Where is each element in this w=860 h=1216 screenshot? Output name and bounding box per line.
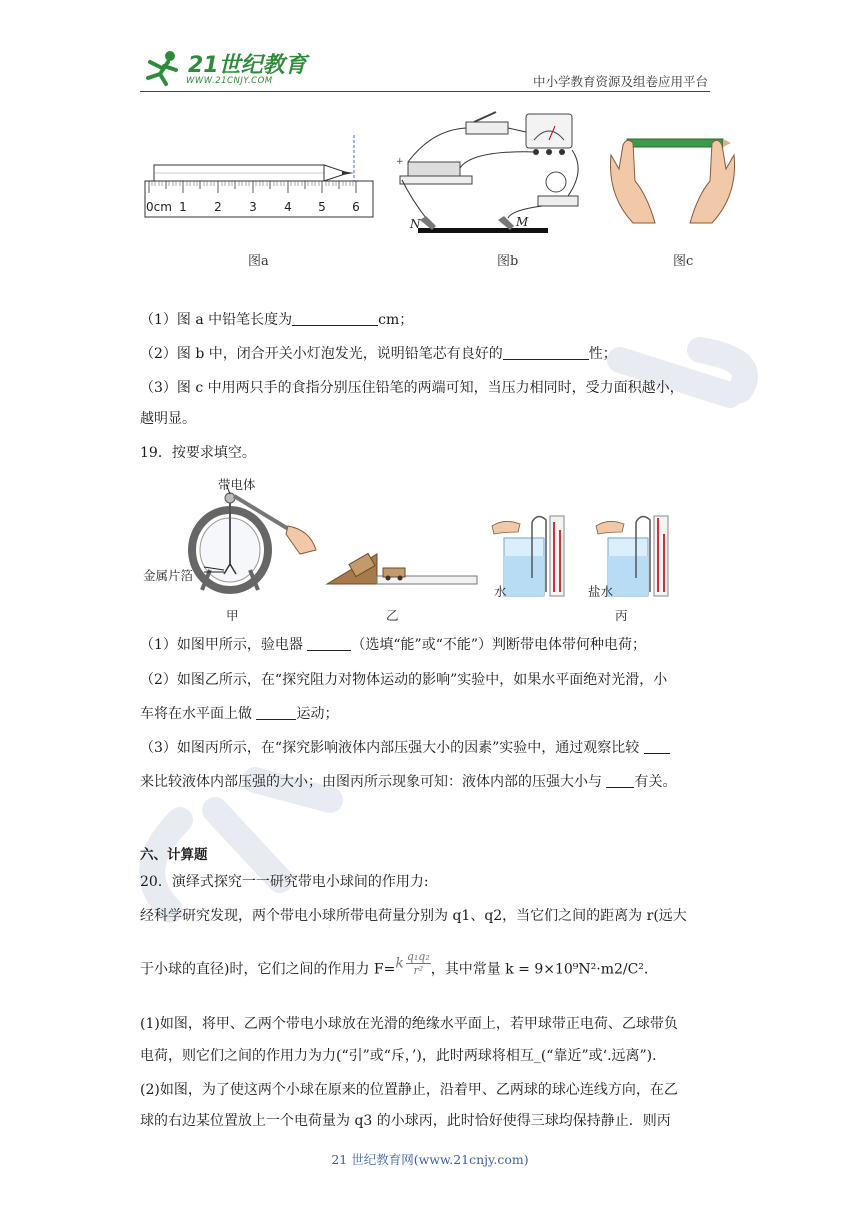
- clip-n-label: N: [410, 217, 421, 231]
- header-tagline: 中小学教育资源及组卷应用平台: [532, 74, 708, 89]
- q20-line-1: 经科学研究发现，两个带电小球所带电荷量分别为 q1、q2，当它们之间的距离为 r(远大: [140, 908, 687, 924]
- q18-item-3-cont: 越明显。: [140, 411, 196, 427]
- answer-blank[interactable]: [307, 636, 351, 651]
- q20-part-1: (1)如图，将甲、乙两个带电小球放在光滑的绝缘水平面上，若甲球带正电荷、乙球带负: [140, 1016, 678, 1032]
- coulomb-formula: k $\frac{\text{q₁q₂}}{\text{r²}}$: [395, 950, 430, 977]
- brand-url: WWW.21CNJY.COM: [186, 76, 273, 86]
- q20-line-2: 于小球的直径)时，它们之间的作用力 F=k $\frac{\text{q₁q₂}}{\text{r²}}$ ，其中常量 k = 9×10⁹N²·m2/C².: [140, 950, 649, 978]
- label-salt-water: 盐水: [588, 584, 614, 599]
- ruler-tick-label: 1: [179, 200, 187, 214]
- figure-c-hands-pencil: [605, 125, 740, 230]
- ruler-tick-label: 2: [214, 200, 222, 214]
- ruler-tick-label: 3: [249, 200, 257, 214]
- ruler-tick-label: 5: [318, 200, 326, 214]
- q19-item-1: （1）如图甲所示，验电器 （选填“能”或“不能”）判断带电体带何种电荷；: [140, 637, 647, 653]
- answer-blank[interactable]: [606, 773, 634, 788]
- q20-part-2-cont: 球的右边某位置放上一个电荷量为 q3 的小球丙，此时恰好使得三球均保持静止．则丙: [140, 1113, 671, 1129]
- q19-item-2-cont: 车将在水平面上做 运动；: [140, 706, 339, 722]
- label-charged-body: 带电体: [218, 477, 256, 492]
- q19-title: 19．按要求填空。: [140, 445, 256, 461]
- q20-part-1-cont: 电荷，则它们之间的作用力为力(“引”或“斥，’)，此时两球将相互_(“靠近”或‘.远离”).: [140, 1048, 657, 1064]
- figure-b-circuit: [392, 110, 592, 240]
- answer-blank[interactable]: [292, 311, 378, 326]
- q18-item-2: （2）图 b 中，闭合开关小灯泡发光，说明铅笔芯有良好的 性；: [140, 346, 617, 362]
- label-water: 水: [494, 584, 507, 599]
- q20-part-2: (2)如图，为了使这两个小球在原来的位置静止，沿着甲、乙两球的球心连线方向，在乙: [140, 1082, 678, 1098]
- q18-item-3: （3）图 c 中用两只手的食指分别压住铅笔的两端可知，当压力相同时，受力面积越小，: [140, 380, 684, 396]
- clip-m-label: M: [516, 215, 529, 229]
- answer-blank[interactable]: [644, 739, 670, 754]
- caption-yi: 乙: [386, 608, 399, 623]
- section-title: 六、计算题: [140, 847, 208, 863]
- ruler-tick-label: 4: [284, 200, 292, 214]
- header-divider: [140, 91, 710, 92]
- figure-a-ruler-pencil: [140, 135, 380, 225]
- caption-jia: 甲: [226, 608, 239, 623]
- figure-b-caption: 图b: [497, 254, 519, 269]
- figure-yi-cart-ramp: [325, 540, 480, 590]
- q18-item-1: （1）图 a 中铅笔长度为 cm；: [140, 312, 414, 328]
- q20-title: 20．演绎式探究一一研究带电小球间的作用力:: [140, 874, 429, 890]
- ruler-zero-label: 0cm: [146, 200, 172, 214]
- svg-text:+: +: [396, 157, 404, 167]
- ruler-tick-label: 6: [352, 200, 360, 214]
- runner-logo-icon: [140, 48, 186, 88]
- q19-item-3: （3）如图丙所示，在“探究影响液体内部压强大小的因素”实验中，通过观察比较: [140, 738, 670, 758]
- label-metal-foil: 金属片箔: [143, 568, 194, 583]
- figure-a-caption: 图a: [248, 254, 269, 269]
- figure-c-caption: 图c: [673, 254, 694, 269]
- brand-name: 21世纪教育: [188, 53, 307, 78]
- answer-blank[interactable]: [256, 705, 296, 720]
- answer-blank[interactable]: [503, 345, 589, 360]
- brand-logo: [140, 48, 310, 92]
- q19-item-2: （2）如图乙所示，在“探究阻力对物体运动的影响”实验中，如果水平面绝对光滑，小: [140, 672, 668, 688]
- footer-link[interactable]: 21 世纪教育网(www.21cnjy.com): [331, 1152, 529, 1167]
- caption-bing: 丙: [615, 608, 628, 623]
- q19-item-3-cont: 来比较液体内部压强的大小；由图丙所示现象可知：液体内部的压强大小与 有关。: [140, 774, 677, 790]
